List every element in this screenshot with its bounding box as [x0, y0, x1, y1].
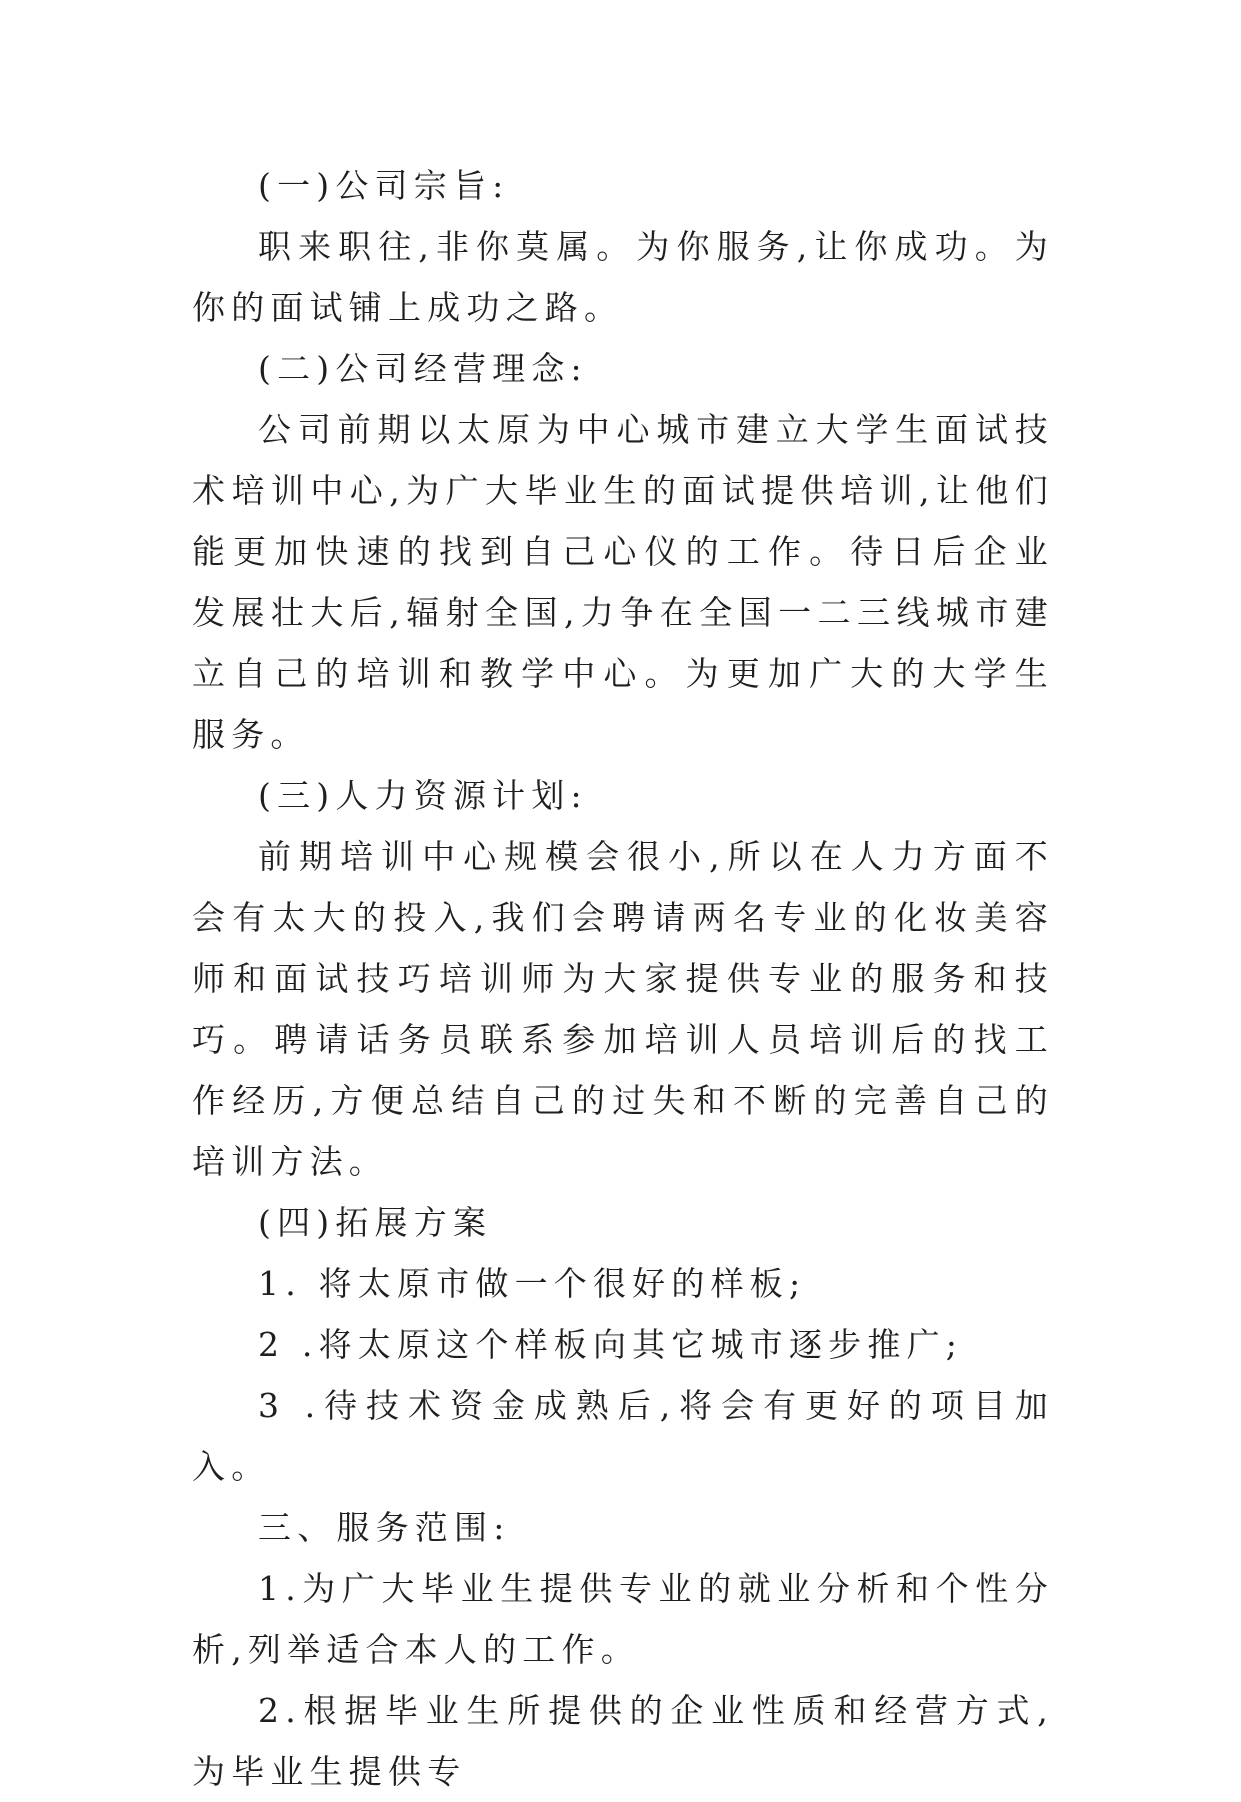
- list-item-expansion-2: 2 .将太原这个样板向其它城市逐步推广;: [258, 1325, 964, 1364]
- list-item-service-1: 1.为广大毕业生提供专业的就业分析和个性分析,列举适合本人的工作。: [192, 1569, 1054, 1669]
- paragraph-company-purpose: 职来职往,非你莫属。为你服务,让你成功。为你的面试铺上成功之路。: [192, 227, 1054, 327]
- list-item-expansion-3: 3 .待技术资金成熟后,将会有更好的项目加入。: [192, 1386, 1054, 1486]
- list-item-service-2: 2.根据毕业生所提供的企业性质和经营方式,为毕业生提供专: [192, 1691, 1054, 1791]
- document-body: [192, 155, 1054, 1802]
- heading-expansion-plan: (四)拓展方案: [258, 1203, 493, 1242]
- paragraph-business-philosophy: 公司前期以太原为中心城市建立大学生面试技术培训中心,为广大毕业生的面试提供培训,让他们能更加快速的找到自己心仪的工作。待日后企业发展壮大后,辐射全国,力争在全国一二三线城市建立自己的培训和教学中心。为更加广大的大学生服务。: [192, 410, 1054, 754]
- paragraph-hr-plan: 前期培训中心规模会很小,所以在人力方面不会有太大的投入,我们会聘请两名专业的化妆美容师和面试技巧培训师为大家提供专业的服务和技巧。聘请话务员联系参加培训人员培训后的找工作经历,方便总结自己的过失和不断的完善自己的培训方法。: [192, 837, 1054, 1181]
- heading-service-scope: 三、服务范围:: [258, 1508, 511, 1547]
- list-item-expansion-1: 1. 将太原市做一个很好的样板;: [258, 1264, 807, 1303]
- heading-business-philosophy: (二)公司经营理念:: [258, 349, 588, 388]
- heading-hr-plan: (三)人力资源计划:: [258, 776, 588, 815]
- heading-company-purpose: (一)公司宗旨:: [258, 166, 510, 205]
